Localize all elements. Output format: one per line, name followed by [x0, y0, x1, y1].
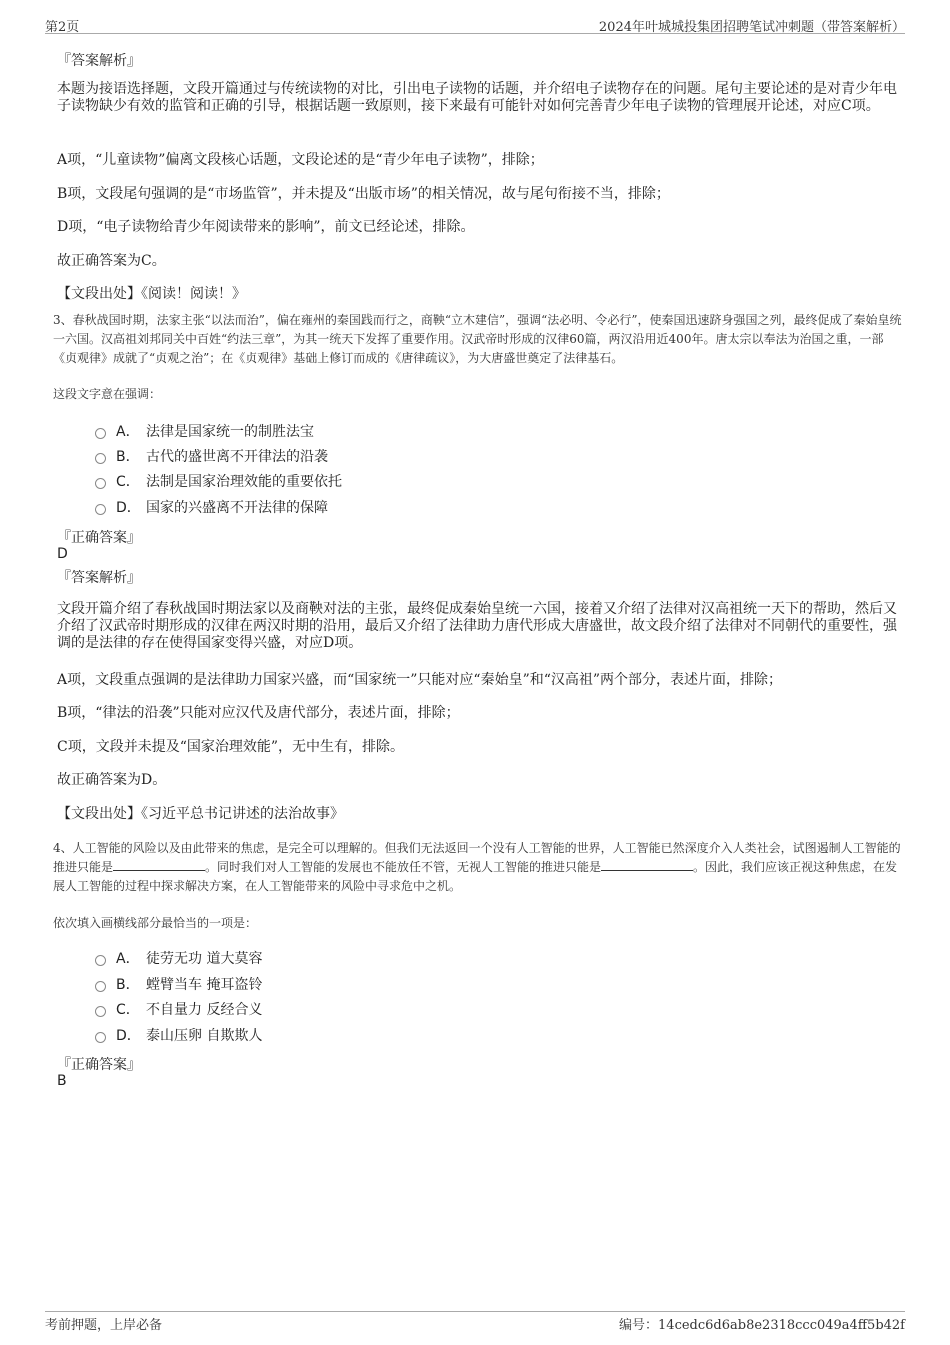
q4-blank-1 [113, 858, 205, 871]
radio-icon[interactable] [95, 955, 106, 966]
option-text: 泰山压卵 自欺欺人 [146, 1028, 263, 1044]
q3-analysis-option-a: A项，文段重点强调的是法律助力国家兴盛，而“国家统一”只能对应“秦始皇”和“汉高祖”两个部分，表述片面，排除； [57, 672, 783, 688]
q4-option-c[interactable] [95, 998, 262, 1020]
radio-icon[interactable] [95, 1032, 106, 1043]
radio-icon[interactable] [95, 504, 106, 515]
option-letter: A． [116, 951, 140, 967]
q2-analysis-label: 『答案解析』 [57, 53, 141, 69]
q4-stem [53, 839, 903, 896]
q4-stem-part1: 4、人工智能的风险以及由此带来的焦虑，是完全可以理解的。但我们无法返回一个没有人工智能的世界，人工智能已然深度介入人类社会，试图遏制人工智能的推进只能是 [53, 841, 901, 874]
footer-divider [45, 1311, 905, 1312]
option-text: 国家的兴盛离不开法律的保障 [146, 500, 328, 516]
q4-prompt: 依次填入画横线部分最恰当的一项是： [53, 916, 258, 930]
q3-analysis-label: 『答案解析』 [57, 570, 141, 586]
q4-blank-2 [601, 858, 693, 871]
q2-analysis-option-d: D项，“电子读物给青少年阅读带来的影响”，前文已经论述，排除。 [57, 219, 475, 235]
option-letter: B． [116, 977, 140, 993]
q3-option-c[interactable] [95, 470, 342, 492]
option-text: 不自量力 反经合义 [146, 1002, 263, 1018]
q4-stem-part2: 。同时我们对人工智能的发展也不能放任不管，无视人工智能的推进只能是 [205, 860, 602, 874]
radio-icon[interactable] [95, 478, 106, 489]
q3-option-a[interactable] [95, 420, 314, 442]
q3-analysis-text: 文段开篇介绍了春秋战国时期法家以及商鞅对法的主张，最终促成秦始皇统一六国，接着又介绍了法律对汉高祖统一天下的帮助，然后又介绍了汉武帝时期形成的汉律在两汉时期的沿用，最后又介绍了法律助力唐代形成大唐盛世，故文段介绍了法律对不同朝代的重要性，强调的是法律的存在使得国家变得兴盛，对应D项。 [57, 601, 897, 651]
q2-analysis-option-a: A项，“儿童读物”偏离文段核心话题，文段论述的是“青少年电子读物”，排除； [57, 152, 544, 168]
q2-analysis-option-b: B项，文段尾句强调的是“市场监管”，并未提及“出版市场”的相关情况，故与尾句衔接不当，排除； [57, 186, 670, 202]
option-text: 徒劳无功 道大莫容 [146, 951, 263, 967]
document-title: 2024年叶城城投集团招聘笔试冲刺题（带答案解析） [598, 20, 905, 35]
option-letter: D． [116, 500, 141, 516]
q2-source: 【文段出处】《阅读！阅读！》 [57, 286, 246, 302]
option-text: 古代的盛世离不开律法的沿袭 [146, 449, 328, 465]
q4-answer-label: 『正确答案』 [57, 1057, 141, 1073]
q2-conclusion: 故正确答案为C。 [57, 253, 166, 269]
header-divider [45, 33, 905, 34]
option-letter: C． [116, 474, 140, 490]
q3-source: 【文段出处】《习近平总书记讲述的法治故事》 [57, 806, 344, 822]
option-letter: D． [116, 1028, 141, 1044]
q3-option-b[interactable] [95, 445, 328, 467]
q3-analysis-option-c: C项，文段并未提及“国家治理效能”，无中生有，排除。 [57, 739, 405, 755]
q3-conclusion: 故正确答案为D。 [57, 772, 167, 788]
q4-stem-part3: 。因此，我们应该正视这种焦虑，在发展人工智能的过程中探求解决方案，在人工智能带来的风险中寻求危中之机。 [53, 860, 898, 893]
radio-icon[interactable] [95, 981, 106, 992]
option-text: 法制是国家治理效能的重要依托 [146, 474, 342, 490]
q4-option-d[interactable] [95, 1024, 262, 1046]
q3-stem: 3、春秋战国时期，法家主张“以法而治”，偏在雍州的秦国践而行之，商鞅“立木建信”，强调“法必明、令必行”，使秦国迅速跻身强国之列，最终促成了秦始皇统一六国。汉高祖刘邦同关中百姓“约法三章”，为其一统天下发挥了重要作用。汉武帝时形成的汉律60篇，两汉沿用近400年。唐太宗以奉法为治国之重，一部《贞观律》成就了“贞观之治”；在《贞观律》基础上修订而成的《唐律疏议》，为大唐盛世奠定了法律基石。 [53, 313, 902, 365]
q4-answer: B [57, 1073, 67, 1089]
option-text: 螳臂当车 掩耳盗铃 [146, 977, 263, 993]
option-text: 法律是国家统一的制胜法宝 [146, 424, 314, 440]
q3-analysis-option-b: B项，“律法的沿袭”只能对应汉代及唐代部分，表述片面，排除； [57, 705, 460, 721]
option-letter: B． [116, 449, 140, 465]
q2-analysis-text: 本题为接语选择题，文段开篇通过与传统读物的对比，引出电子读物的话题，并介绍电子读物存在的问题。尾句主要论述的是对青少年电子读物缺少有效的监管和正确的引导，根据话题一致原则，接下来最有可能针对如何完善青少年电子读物的管理展开论述，对应C项。 [57, 81, 897, 114]
q3-prompt: 这段文字意在强调： [53, 387, 162, 401]
q3-answer-label: 『正确答案』 [57, 530, 141, 546]
q4-option-a[interactable] [95, 947, 262, 969]
footer-serial-number: 编号：14cedc6d6ab8e2318ccc049a4ff5b42f [619, 1318, 905, 1333]
page-number: 第2页 [45, 20, 80, 35]
footer-slogan: 考前押题，上岸必备 [45, 1318, 163, 1333]
option-letter: C． [116, 1002, 140, 1018]
q4-option-b[interactable] [95, 973, 262, 995]
radio-icon[interactable] [95, 428, 106, 439]
option-letter: A． [116, 424, 140, 440]
q3-answer: D [57, 546, 68, 562]
radio-icon[interactable] [95, 453, 106, 464]
q3-option-d[interactable] [95, 496, 328, 518]
radio-icon[interactable] [95, 1006, 106, 1017]
